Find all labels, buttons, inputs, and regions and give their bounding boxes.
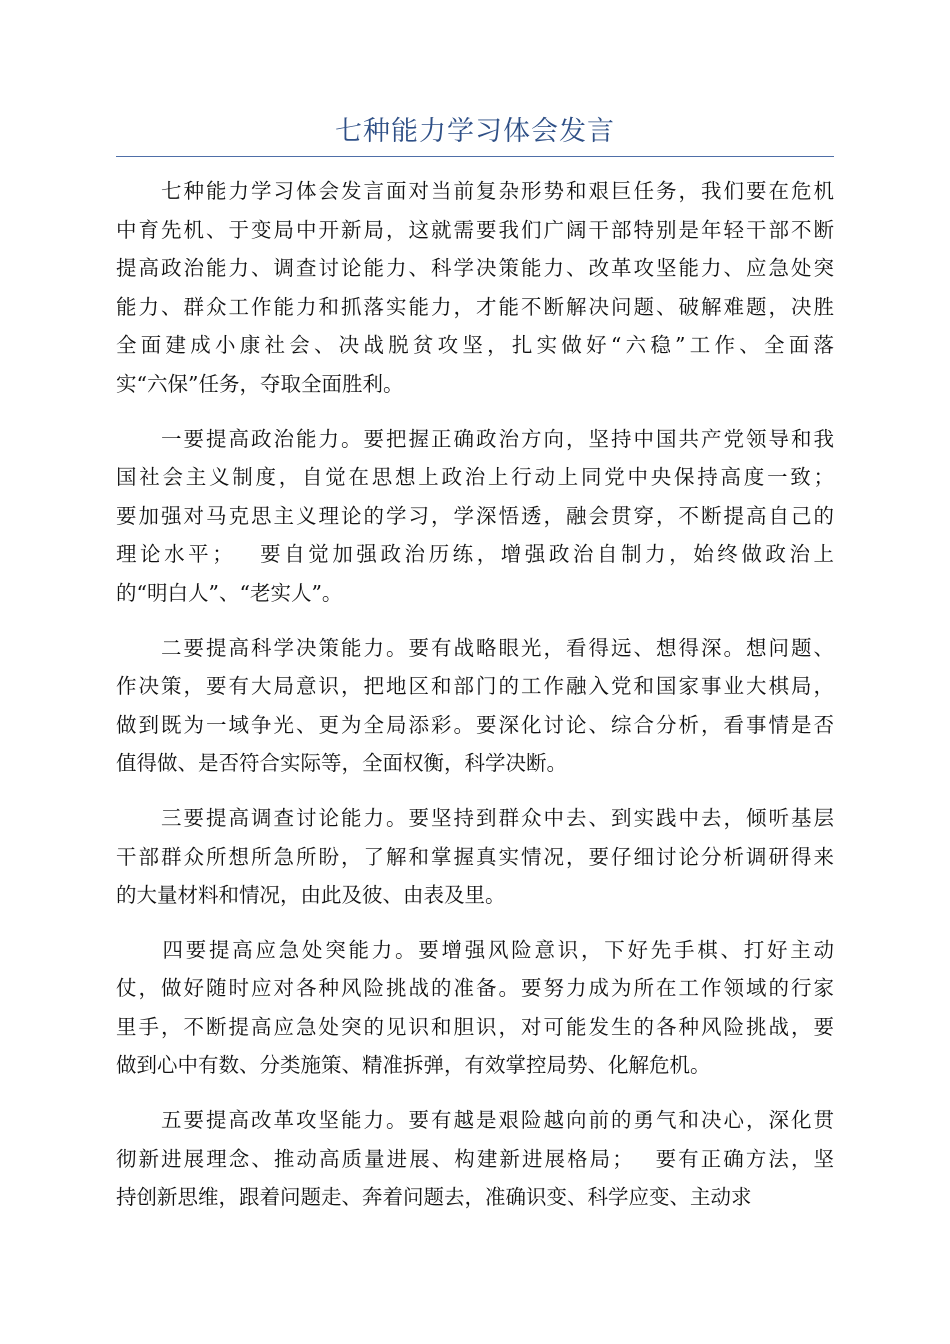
paragraph-line: 一要提高政治能力。要把握正确政治方向，坚持中国共产党领导和我 (116, 426, 834, 451)
paragraph (116, 799, 834, 915)
paragraph-line: 中育先机、于变局中开新局，这就需要我们广阔干部特别是年轻干部不断 (116, 217, 834, 242)
paragraph-line: 理论水平； 要自觉加强政治历练，增强政治自制力，始终做政治上 (116, 542, 834, 567)
paragraph-line: 能力、群众工作能力和抓落实能力，才能不断解决问题、破解难题，决胜 (116, 294, 834, 319)
document-body (116, 172, 834, 1233)
title-block (116, 112, 834, 157)
paragraph (116, 420, 834, 613)
paragraph-line: 二要提高科学决策能力。要有战略眼光，看得远、想得深。想问题、 (116, 635, 834, 660)
paragraph-line: 里手，不断提高应急处突的见识和胆识，对可能发生的各种风险挑战，要 (116, 1014, 834, 1039)
paragraph-line: 五要提高改革攻坚能力。要有越是艰险越向前的勇气和决心，深化贯 (116, 1108, 834, 1133)
paragraph-line: 作决策，要有大局意识，把地区和部门的工作融入党和国家事业大棋局， (116, 674, 834, 699)
paragraph-line: 七种能力学习体会发言面对当前复杂形势和艰巨任务，我们要在危机 (116, 179, 834, 203)
paragraph-line: 干部群众所想所急所盼，了解和掌握真实情况，要仔细讨论分析调研得来 (116, 844, 834, 869)
paragraph-line: 四要提高应急处突能力。要增强风险意识，下好先手棋、打好主动 (116, 937, 834, 962)
paragraph-line: 的“明白人”、“老实人”。 (116, 580, 343, 605)
paragraph-line: 实“六保”任务，夺取全面胜利。 (116, 371, 404, 396)
paragraph-line: 提高政治能力、调查讨论能力、科学决策能力、改革攻坚能力、应急处突 (116, 256, 834, 281)
paragraph (116, 1101, 834, 1217)
paragraph-line: 做到既为一域争光、更为全局添彩。要深化讨论、综合分析，看事情是否 (116, 712, 834, 737)
paragraph-line: 值得做、是否符合实际等，全面权衡，科学决断。 (116, 751, 567, 776)
paragraph (116, 172, 834, 404)
paragraph-line: 国社会主义制度，自觉在思想上政治上行动上同党中央保持高度一致； (116, 465, 834, 490)
paragraph-line: 彻新进展理念、推动高质量进展、构建新进展格局； 要有正确方法，坚 (116, 1146, 834, 1171)
paragraph-line: 做到心中有数、分类施策、精准拆弹，有效掌控局势、化解危机。 (116, 1053, 711, 1078)
paragraph-line: 仗，做好随时应对各种风险挑战的准备。要努力成为所在工作领域的行家 (116, 976, 834, 1001)
paragraph-line: 要加强对马克思主义理论的学习，学深悟透，融会贯穿，不断提高自己的 (116, 503, 834, 528)
document-title: 七种能力学习体会发言 (335, 116, 615, 147)
paragraph (116, 931, 834, 1085)
paragraph (116, 629, 834, 783)
paragraph-line: 全面建成小康社会、决战脱贫攻坚，扎实做好“六稳”工作、全面落 (116, 333, 834, 358)
paragraph-line: 三要提高调查讨论能力。要坚持到群众中去、到实践中去，倾听基层 (116, 805, 834, 830)
paragraph-line: 持创新思维，跟着问题走、奔着问题去，准确识变、科学应变、主动求 (116, 1185, 752, 1210)
paragraph-line: 的大量材料和情况，由此及彼、由表及里。 (116, 883, 506, 908)
